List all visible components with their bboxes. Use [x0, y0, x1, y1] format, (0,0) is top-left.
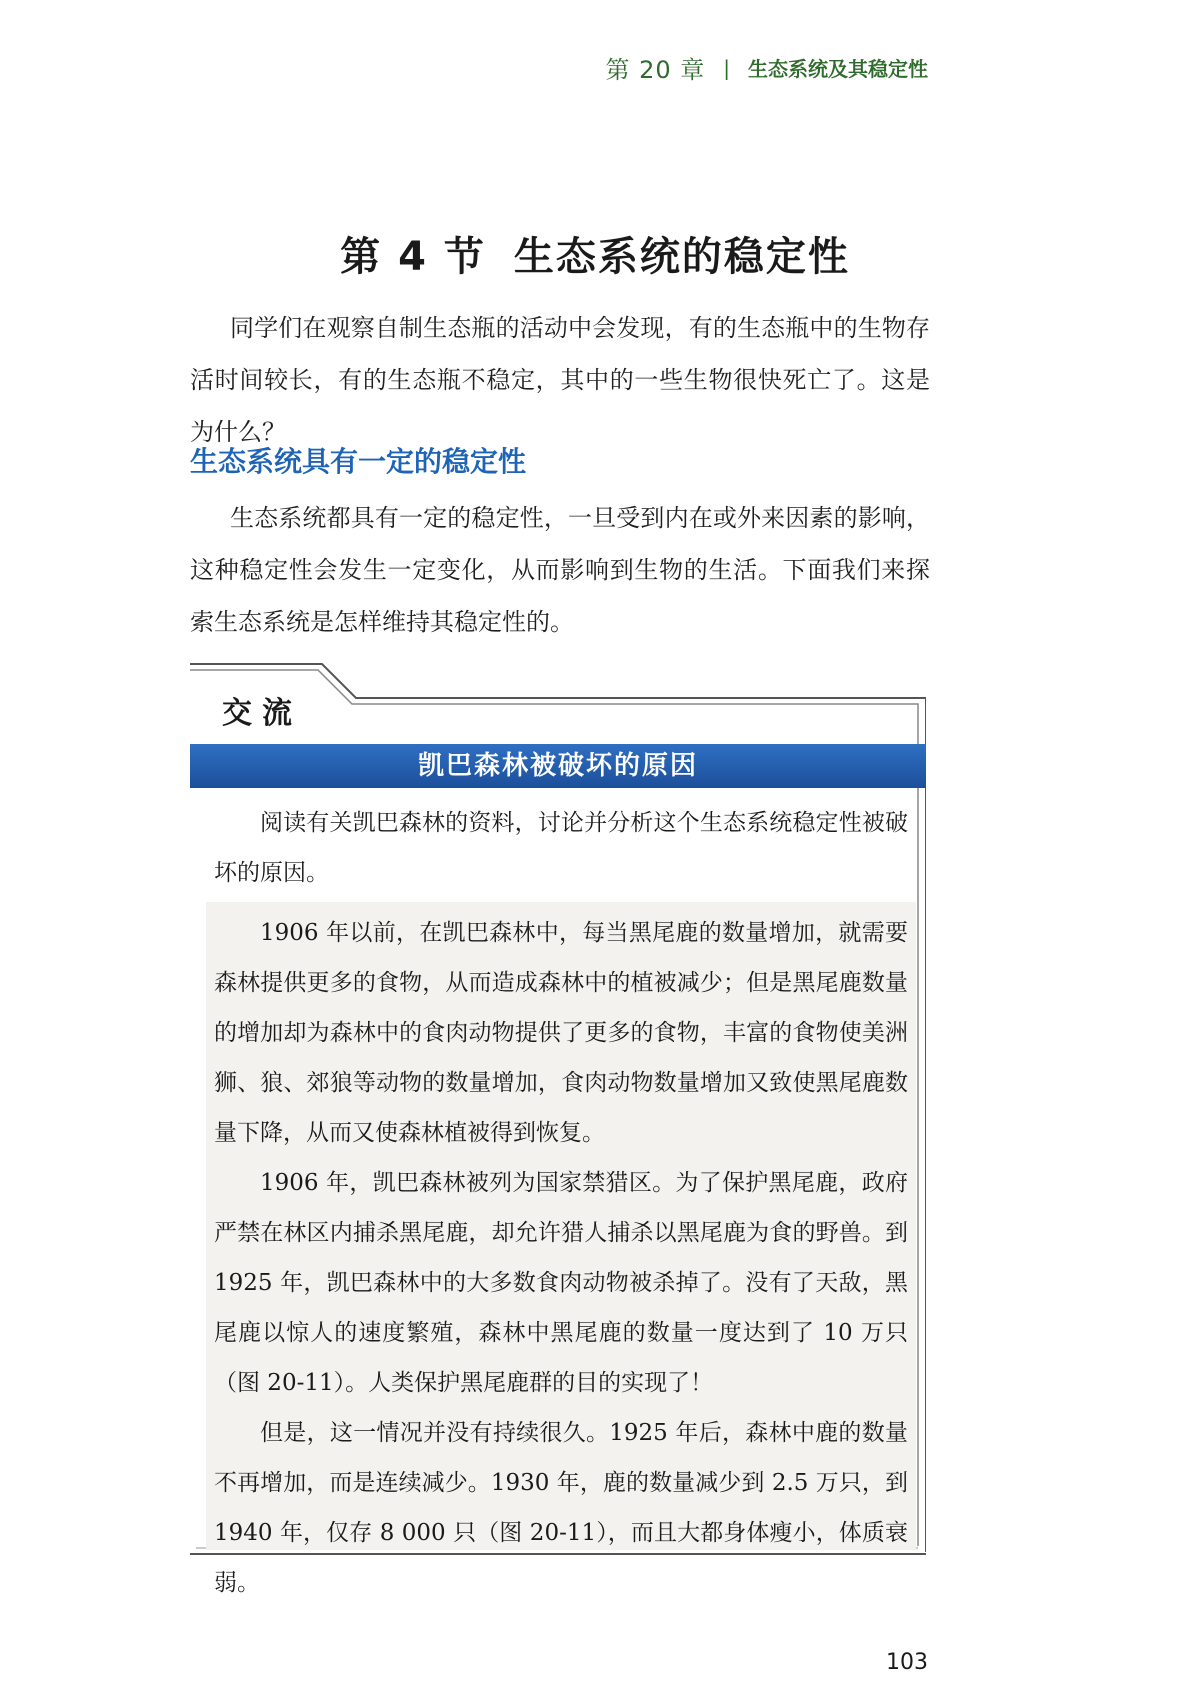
page-number: 103	[886, 1650, 928, 1675]
subheading: 生态系统具有一定的稳定性	[190, 445, 527, 478]
chapter-number: 第 20 章	[605, 56, 706, 84]
case-banner: 凯巴森林被破坏的原因	[190, 744, 926, 788]
section-number: 第 4 节	[340, 234, 486, 280]
body-paragraph: 生态系统都具有一定的稳定性，一旦受到内在或外来因素的影响，这种稳定性会发生一定变化，从而影响到生物的生活。下面我们来探索生态系统是怎样维持其稳定性的。	[190, 504, 930, 636]
reading-paragraph-1: 1906 年以前，在凯巴森林中，每当黑尾鹿的数量增加，就需要森林提供更多的食物，从而造成森林中的植被减少；但是黑尾鹿数量的增加却为森林中的食肉动物提供了更多的食物，丰富的食物使美洲狮、狼、郊狼等动物的数量增加，食肉动物数量增加又致使黑尾鹿数量下降，从而又使森林植被得到恢复。	[214, 920, 908, 1146]
section-title	[0, 225, 1190, 282]
chapter-title: 生态系统及其稳定性	[748, 57, 928, 81]
header-separator: |	[723, 55, 730, 80]
reading-text	[214, 908, 908, 1608]
reading-paragraph-2: 1906 年，凯巴森林被列为国家禁猎区。为了保护黑尾鹿，政府严禁在林区内捕杀黑尾鹿，却允许猎人捕杀以黑尾鹿为食的野兽。到 1925 年，凯巴森林中的大多数食肉动物被杀掉了。没有了天敌，黑尾鹿以惊人的速度繁殖，森林中黑尾鹿的数量一度达到了 10 万只（图 20-11）。人类保护黑尾鹿群的目的实现了！	[214, 1170, 908, 1396]
reading-paragraph-3: 但是，这一情况并没有持续很久。1925 年后，森林中鹿的数量不再增加，而是连续减少。1930 年，鹿的数量减少到 2.5 万只，到 1940 年，仅存 8 000 只（图 20-11），而且大都身体瘦小，体质衰弱。	[214, 1420, 908, 1596]
discussion-instruction: 阅读有关凯巴森林的资料，讨论并分析这个生态系统稳定性被破坏的原因。	[214, 810, 908, 886]
intro-paragraph: 同学们在观察自制生态瓶的活动中会发现，有的生态瓶中的生物存活时间较长，有的生态瓶不稳定，其中的一些生物很快死亡了。这是为什么？	[190, 314, 930, 446]
discussion-label: 交流	[222, 696, 302, 731]
section-name: 生态系统的稳定性	[513, 234, 850, 280]
running-header	[605, 50, 928, 85]
